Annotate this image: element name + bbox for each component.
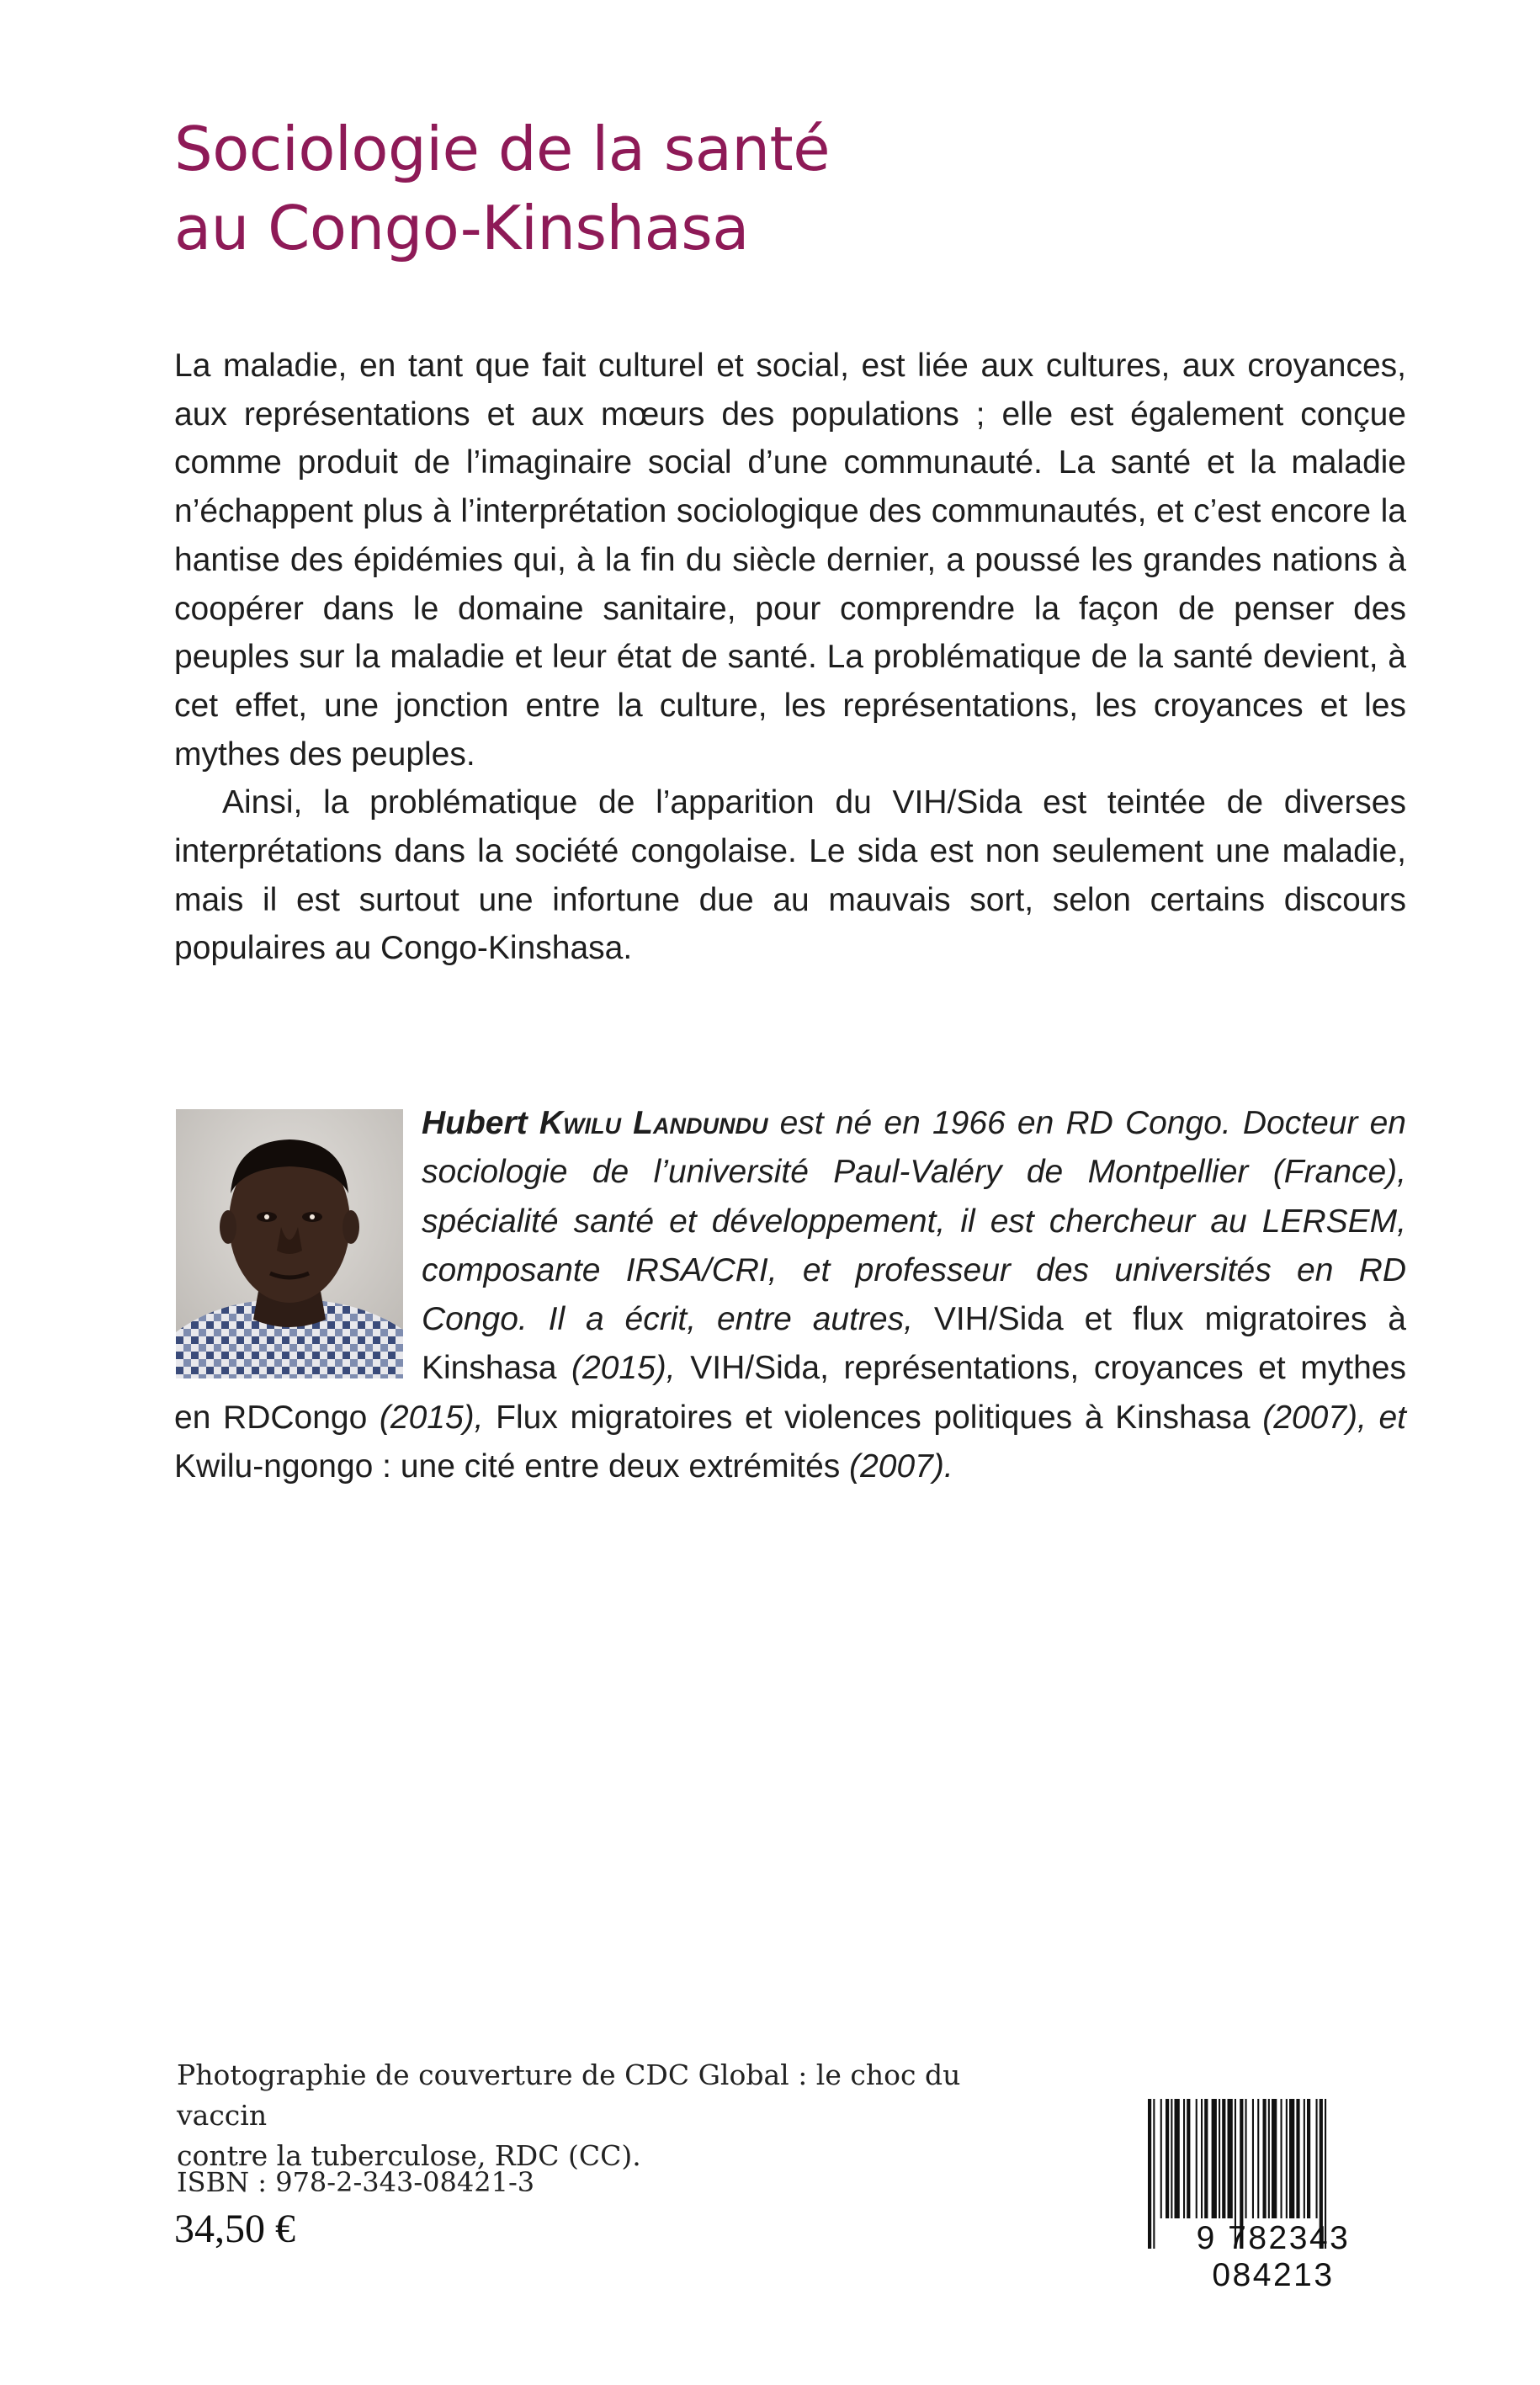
- book-title-work-2: VIH/Sida, représentations, croyances et mythes en RDCongo: [174, 1350, 1406, 1436]
- barcode-bar: [1212, 2099, 1217, 2218]
- barcode-bar: [1204, 2099, 1208, 2218]
- barcode-bar: [1304, 2099, 1305, 2218]
- barcode-bar: [1175, 2099, 1180, 2218]
- credit-line-2: contre la tuberculose, RDC (CC).: [177, 2139, 641, 2172]
- work-1-year: (2015),: [556, 1350, 691, 1387]
- barcode-bar: [1187, 2099, 1190, 2218]
- barcode-digits: 9 782343 084213: [1196, 2220, 1351, 2293]
- book-title-work-4: Kwilu-ngongo : une cité entre deux extrémités: [174, 1448, 841, 1485]
- barcode-bar: [1171, 2099, 1172, 2218]
- book-title-work-1: VIH/Sida et flux migratoires à Kinshasa: [422, 1301, 1406, 1387]
- author-biography: [174, 1099, 1406, 1491]
- work-4-year: (2007).: [840, 1448, 953, 1485]
- credit-line-1: Photographie de couverture de CDC Global : le choc du vaccin: [177, 2058, 961, 2132]
- barcode-bar: [1257, 2099, 1259, 2218]
- barcode-bar: [1183, 2099, 1185, 2218]
- author-first-name: Hubert: [422, 1105, 528, 1141]
- barcode-bar: [1166, 2099, 1169, 2218]
- work-3-year: (2007), et: [1250, 1399, 1406, 1436]
- barcode-bar: [1289, 2099, 1294, 2218]
- book-title: [174, 109, 1352, 268]
- back-cover-blurb: [174, 342, 1406, 973]
- barcode-bar: [1201, 2099, 1203, 2218]
- barcode-bar: [1222, 2099, 1225, 2218]
- barcode-bar: [1263, 2099, 1267, 2218]
- isbn: ISBN : 978-2-343-08421-3: [177, 2166, 535, 2198]
- barcode-bar: [1160, 2099, 1162, 2218]
- barcode-bar: [1196, 2099, 1197, 2218]
- barcode-bar: [1219, 2099, 1220, 2218]
- blurb-paragraph-1: La maladie, en tant que fait culturel et social, est liée aux cultures, aux croyances, aux représentations et aux mœurs des populations ; elle est également conçue comme produit de l’imaginaire social d’une communauté. La santé et la maladie n’échappent plus à l’interprétation sociologique des communautés, et c’est encore la hantise des épidémies qui, à la fin du siècle dernier, a poussé les grandes nations à coopérer dans le domaine sanitaire, pour comprendre la façon de penser des peuples sur la maladie et leur état de santé. La problématique de la santé devient, à cet effet, une jonction entre la culture, les représentations, les croyances et les mythes des peuples.: [174, 348, 1406, 773]
- book-title-line-2: au Congo-Kinshasa: [174, 193, 749, 263]
- cover-photo-credit: [177, 2055, 1018, 2176]
- author-last-name: Kwilu Landundu: [539, 1105, 768, 1141]
- price: 34,50 €: [174, 2207, 295, 2251]
- barcode-bar: [1307, 2099, 1310, 2218]
- photo-text-wrap-spacer: [174, 1099, 401, 1370]
- barcode-bar: [1281, 2099, 1282, 2218]
- bio-intro: est né en 1966 en RD Congo. Docteur en sociologie de l’université Paul-Valéry de Montpellier (France), spécialité santé et développement, il est chercheur au LERSEM, composante IRSA/CRI, et professeur des universités en RD Congo. Il a écrit, entre autres,: [422, 1105, 1406, 1338]
- book-title-line-1: Sociologie de la santé: [174, 114, 831, 184]
- barcode-bar: [1272, 2099, 1277, 2218]
- barcode-bar: [1245, 2099, 1247, 2218]
- barcode-bar: [1252, 2099, 1254, 2218]
- blurb-paragraph-2: Ainsi, la problématique de l’apparition du VIH/Sida est teintée de diverses interprétations dans la société congolaise. Le sida est non seulement une maladie, mais il est surtout une infortune due au mauvais sort, selon certains discours populaires au Congo-Kinshasa.: [174, 784, 1406, 967]
- barcode-bar: [1228, 2099, 1233, 2218]
- barcode-bar: [1268, 2099, 1270, 2218]
- barcode-bar: [1316, 2099, 1318, 2218]
- book-title-work-3: Flux migratoires et violences politiques à Kinshasa: [496, 1399, 1251, 1436]
- work-2-year: (2015),: [367, 1399, 497, 1436]
- barcode-bar: [1286, 2099, 1288, 2218]
- barcode-bar: [1296, 2099, 1299, 2218]
